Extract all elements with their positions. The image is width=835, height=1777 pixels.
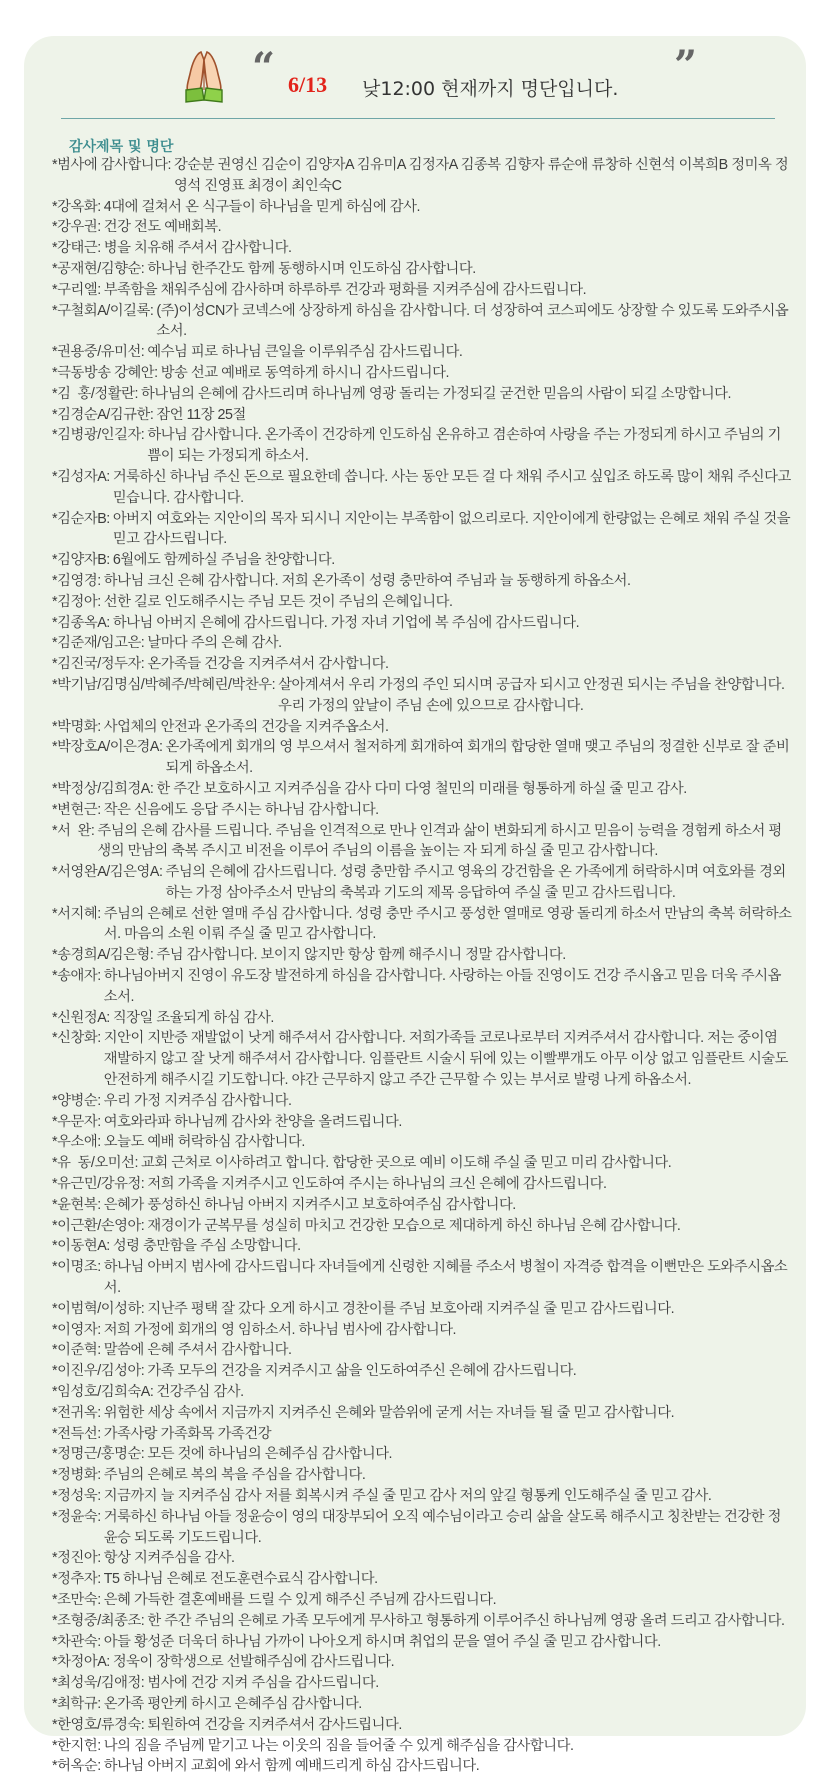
list-item	[52, 1257, 792, 1299]
entry-text: 지안이 지반증 재발없이 낫게 해주셔서 감사합니다. 저희가족들 코로나로부터 지켜주셔서 감사합니다. 저는 중이염 재발하지 않고 잘 낫게 해주셔서 감사합니다. 임플란트 시술시 뒤에 있는 이빨뿌개도 아무 이상 없고 임플란트 시술도 안전하게 해주시길 기도합니다. 야간 근무하지 않고 주간 근무할 수 있는 부서로 발령 나게 하옵소서.	[103, 1030, 789, 1089]
entry-text: 아들 황성준 더욱더 하나님 가까이 나아오게 하시며 취업의 문을 열어 주실 줄 믿고 감사합니다.	[103, 1633, 661, 1650]
entry-name: *조만숙:	[52, 1591, 101, 1608]
entry-name: *최학규:	[52, 1695, 101, 1712]
entry-text: 예수님 피로 하나님 큰일을 이루워주심 감사드립니다.	[147, 344, 463, 361]
entry-name: *한지헌:	[52, 1737, 101, 1754]
list-item	[52, 1174, 792, 1195]
entry-text: 하나님 아버지 범사에 감사드립니다 자녀들에게 신령한 지혜를 주소서 병철이 자격증 합격을 이뻔만은 도와주시옵소서.	[103, 1259, 788, 1297]
list-item	[52, 1153, 792, 1174]
list-item	[52, 1548, 792, 1569]
entry-name: *변현근:	[52, 801, 101, 818]
entry-name: *김양자B:	[52, 552, 110, 569]
entry-name: *김성자A:	[52, 468, 110, 485]
list-item	[52, 467, 792, 509]
entry-name: *공재현/김향순:	[52, 260, 145, 277]
entry-name: *구철회A/이길록:	[52, 302, 154, 319]
entry-name: *신원정A:	[52, 1009, 110, 1026]
entry-text: 부족함을 채워주심에 감사하며 하루하루 건강과 평화를 지켜주심에 감사드립니다.	[103, 281, 587, 298]
entry-text: 병을 치유해 주셔서 감사합니다.	[103, 240, 292, 257]
entry-text: 나의 짐을 주님께 맡기고 나는 이웃의 짐을 들어줄 수 있게 해주심을 감사합니다.	[103, 1737, 574, 1754]
list-item	[52, 1236, 792, 1257]
list-item	[52, 1299, 792, 1320]
list-item	[52, 717, 792, 738]
entry-text: 하나님의 은혜에 감사드리며 하나님께 영광 돌리는 가정되길 굳건한 믿음의 사람이 되길 소망합니다.	[141, 385, 732, 402]
entry-name: *정성욱:	[52, 1488, 101, 1504]
entry-text: 직장일 조율되게 하심 감사.	[112, 1009, 274, 1026]
list-item	[52, 1736, 792, 1757]
list-item	[52, 1216, 792, 1237]
entry-name: *유근민/강유정:	[52, 1176, 145, 1193]
list-item	[52, 1091, 792, 1112]
close-quote: ”	[674, 42, 698, 89]
entry-name: *전귀옥:	[52, 1404, 101, 1421]
list-item	[52, 550, 792, 571]
entry-name: *정병화:	[52, 1467, 101, 1484]
entry-text: 주님의 은혜로 선한 열매 주심 감사합니다. 성령 충만 주시고 풍성한 열매로 영광 돌리게 하소서 만남의 축복 허락하소서. 마음의 소원 이뤄 주실 줄 믿고 감사합니다.	[103, 905, 792, 943]
entry-text: 가족 모두의 건강을 지켜주시고 삶을 인도하여주신 은혜에 감사드립니다.	[147, 1363, 577, 1380]
list-item	[52, 1028, 792, 1090]
list-item	[52, 1320, 792, 1341]
entry-text: 한 주간 주님의 은혜로 가족 모두에게 무사하고 형통하게 이루어주신 하나님께 영광 올려 드리고 감사합니다.	[147, 1612, 785, 1629]
entry-text: 6월에도 함께하실 주님을 찬양합니다.	[112, 552, 335, 569]
list-item	[52, 509, 792, 551]
list-item	[52, 1694, 792, 1715]
entry-text: 하나님 아버지 은혜에 감사드립니다. 가정 자녀 기업에 복 주심에 감사드립니다.	[112, 614, 580, 631]
section-title: 감사제목 및 명단	[69, 139, 174, 155]
entry-name: *박장호A/이은경A:	[52, 739, 163, 756]
list-item	[52, 1340, 792, 1361]
entry-name: *신창화:	[52, 1030, 101, 1047]
list-item	[52, 1403, 792, 1424]
entry-text: 지난주 평택 잘 갔다 오게 하시고 경찬이를 주님 보호아래 지켜주실 줄 믿고 감사드립니다.	[147, 1300, 675, 1317]
entry-text: 지금까지 늘 지켜주심 감사 저를 회복시켜 주실 줄 믿고 감사 저의 앞길 형통케 인도해주실 줄 믿고 감사.	[103, 1488, 712, 1504]
list-item	[52, 571, 792, 592]
list-item	[52, 779, 792, 800]
entry-name: *강태근:	[52, 240, 101, 257]
entry-name: *유 동/오미선:	[52, 1155, 139, 1172]
entry-name: *조형중/최종조:	[52, 1612, 145, 1629]
list-item	[52, 1611, 792, 1632]
entry-name: *정진아:	[52, 1550, 101, 1567]
list-item	[52, 238, 792, 259]
entry-name: *정추자:	[52, 1571, 101, 1588]
entry-name: *서 완:	[52, 822, 95, 839]
entry-name: *정윤숙:	[52, 1508, 101, 1525]
entry-name: *범사에 감사합니다:	[52, 157, 172, 173]
list-item	[52, 821, 792, 863]
page-title: 낮12:00 현재까지 명단입니다.	[362, 78, 619, 100]
entry-text: 말씀에 은혜 주셔서 감사합니다.	[103, 1342, 292, 1359]
entry-name: *송경희A/김은형:	[52, 947, 154, 964]
entry-text: 온가족들 건강을 지켜주셔서 감사합니다.	[147, 656, 389, 673]
list-item	[52, 1444, 792, 1465]
entry-name: *김준재/임고은:	[52, 635, 145, 652]
list-item	[52, 1632, 792, 1653]
list-item	[52, 1361, 792, 1382]
entry-text: 성령 충만함을 주심 소망합니다.	[112, 1238, 301, 1255]
entry-name: *이동현A:	[52, 1238, 110, 1255]
entry-text: 교회 근처로 이사하려고 합니다. 합당한 곳으로 예비 이도해 주실 줄 믿고 미리 감사합니다.	[141, 1155, 672, 1172]
entry-name: *우소애:	[52, 1134, 101, 1151]
list-item	[52, 633, 792, 654]
entry-text: 아버지 여호와는 지안이의 목자 되시니 지안이는 부족함이 없으리로다. 지안이에게 한량없는 은혜로 채워 주실 것을 믿고 감사드립니다.	[112, 510, 791, 548]
list-item	[52, 280, 792, 301]
list-item	[52, 1507, 792, 1549]
entry-name: *이영자:	[52, 1321, 101, 1338]
prayer-card	[24, 36, 806, 1775]
list-item	[52, 259, 792, 280]
list-item	[52, 966, 792, 1008]
entry-text: 주님의 은혜로 복의 복을 주심을 감사합니다.	[103, 1467, 366, 1484]
list-item	[52, 1424, 792, 1445]
list-item	[52, 1652, 792, 1673]
entry-name: *이범혁/이성하:	[52, 1300, 145, 1317]
entry-text: 은혜 가득한 결혼예배를 드릴 수 있게 해주신 주님께 감사드립니다.	[103, 1591, 497, 1608]
entry-text: 건강주심 감사.	[156, 1384, 244, 1401]
entry-text: 저희 가정에 회개의 영 임하소서. 하나님 범사에 감사합니다.	[103, 1321, 457, 1338]
entry-name: *서영완A/김은영A:	[52, 864, 163, 881]
entry-text: 주님의 은혜에 감사드립니다. 성령 충만함 주시고 영육의 강건함을 온 가족에게 허락하시며 여호와를 경외하는 가정 삼아주소서 만남의 축복과 기도의 제목 응답하여 주실 줄 믿고 감사드립니다.	[165, 864, 786, 901]
entry-text: 가족사랑 가족화목 가족건강	[103, 1425, 272, 1442]
list-item	[52, 155, 792, 197]
entry-text: 모든 것에 하나님의 은혜주심 감사합니다.	[147, 1446, 393, 1463]
entry-name: *허옥순:	[52, 1758, 101, 1775]
header	[24, 36, 806, 118]
entry-text: 방송 선교 예배로 동역하게 하시니 감사드립니다.	[160, 364, 450, 381]
divider	[61, 118, 775, 119]
entry-text: 하나님 크신 은혜 감사합니다. 저희 온가족이 성령 충만하여 주님과 늘 동행하게 하옵소서.	[103, 572, 631, 589]
list-item	[52, 1715, 792, 1736]
list-item	[52, 904, 792, 946]
entry-name: *이명조:	[52, 1259, 101, 1276]
entry-name: *차정아A:	[52, 1654, 110, 1671]
list-item	[52, 342, 792, 363]
entry-name: *송애자:	[52, 968, 101, 985]
list-item	[52, 1112, 792, 1133]
entry-text: 하나님아버지 진영이 유도장 발전하게 하심을 감사합니다. 사랑하는 아들 진영이도 건강 주시옵고 믿음 더욱 주시옵소서.	[103, 968, 781, 1005]
list-item	[52, 384, 792, 405]
list-item	[52, 1195, 792, 1216]
entry-name: *박기남/김명심/박혜주/박혜린/박찬우:	[52, 676, 276, 693]
entry-name: *우문자:	[52, 1113, 101, 1130]
date-label: 6/13	[288, 72, 328, 97]
list-item	[52, 1590, 792, 1611]
list-item	[52, 654, 792, 675]
entry-text: 강순분 권영신 김순이 김양자A 김유미A 김정자A 김종복 김향자 류순애 류창하 신현석 이복희B 정미옥 정영석 진영표 최경이 최인숙C	[174, 157, 789, 194]
entry-name: *김 홍/정활란:	[52, 385, 139, 402]
entry-text: 범사에 건강 지켜 주심을 감사드립니다.	[147, 1675, 379, 1692]
entry-text: 온가족에게 회개의 영 부으셔서 철저하게 회개하여 회개의 합당한 열매 맺고 주님의 정결한 신부로 잘 준비되게 하옵소서.	[165, 739, 790, 777]
entry-text: 하나님 감사합니다. 온가족이 건강하게 인도하심 온유하고 겸손하여 사랑을 주는 가정되게 하시고 주님의 기쁨이 되는 가정되게 하소서.	[147, 427, 781, 465]
entry-name: *윤현복:	[52, 1196, 101, 1213]
list-item	[52, 945, 792, 966]
entry-text: 선한 길로 인도해주시는 주님 모든 것이 주님의 은혜입니다.	[103, 593, 453, 610]
entry-name: *김종옥A:	[52, 614, 110, 631]
entry-name: *이준혁:	[52, 1342, 101, 1359]
entry-text: 위험한 세상 속에서 지금까지 지켜주신 은혜와 말씀위에 굳게 서는 자녀들 될 줄 믿고 감사합니다.	[103, 1404, 675, 1421]
entry-name: *극동방송 강혜안:	[52, 364, 158, 381]
list-item	[52, 675, 792, 717]
entry-text: 건강 전도 예배회복.	[103, 219, 222, 236]
list-item	[52, 613, 792, 634]
entry-text: 우리 가정 지켜주심 감사합니다.	[103, 1092, 292, 1109]
entry-text: 하나님 한주간도 함께 동행하시며 인도하심 감사합니다.	[147, 260, 476, 277]
praying-hands-icon	[174, 46, 234, 106]
entry-name: *양병순:	[52, 1092, 101, 1109]
entry-text: 날마다 주의 은혜 감사.	[147, 635, 282, 652]
entry-text: 주님의 은혜 감사를 드립니다. 주님을 인격적으로 만나 인격과 삶이 변화되게 하시고 믿음이 능력을 경험케 하소서 평생의 만남의 축복 주시고 비전을 이루어 주님의 이름을 높이는 자 되게 하실 줄 믿고 감사합니다.	[97, 822, 782, 860]
entry-text: 4대에 걸쳐서 온 식구들이 하나님을 믿게 하심에 감사.	[103, 198, 420, 215]
entry-name: *김진국/정두자:	[52, 656, 145, 673]
list-item	[52, 862, 792, 904]
entry-text: 재경이가 군복무를 성실히 마치고 건강한 모습으로 제대하게 하신 하나님 은혜 감사합니다.	[147, 1217, 681, 1234]
entry-name: *김경순A/김규한:	[52, 406, 154, 423]
entry-name: *한영호/류경숙:	[52, 1716, 145, 1733]
entry-text: 한 주간 보호하시고 지켜주심을 감사 다미 다영 철민의 미래를 형통하게 하실 줄 믿고 감사.	[156, 780, 687, 797]
list-item	[52, 592, 792, 613]
entry-name: *서지혜:	[52, 905, 101, 922]
prayer-list	[52, 155, 792, 1777]
entry-name: *박정상/김희경A:	[52, 780, 154, 797]
list-item	[52, 800, 792, 821]
entry-name: *김순자B:	[52, 510, 110, 527]
list-item	[52, 301, 792, 343]
entry-name: *김병광/인길자:	[52, 427, 145, 444]
entry-name: *구리엘:	[52, 281, 101, 298]
entry-name: *김정아:	[52, 593, 101, 610]
list-item	[52, 217, 792, 238]
entry-name: *이진우/김성아:	[52, 1363, 145, 1380]
entry-text: 온가족 평안케 하시고 은혜주심 감사합니다.	[103, 1695, 362, 1712]
list-item	[52, 405, 792, 426]
entry-text: 은혜가 풍성하신 하나님 아버지 지켜주시고 보호하여주심 감사합니다.	[103, 1196, 516, 1213]
entry-name: *강옥화:	[52, 198, 101, 215]
entry-name: *전득선:	[52, 1425, 101, 1442]
list-item	[52, 1008, 792, 1029]
entry-name: *차관숙:	[52, 1633, 101, 1650]
entry-name: *강우권:	[52, 219, 101, 236]
entry-text: T5 하나님 은혜로 전도훈련수료식 감사합니다.	[103, 1571, 378, 1588]
entry-text: 저희 가족을 지켜주시고 인도하여 주시는 하나님의 크신 은혜에 감사드립니다.	[147, 1176, 607, 1193]
list-item	[52, 1673, 792, 1694]
open-quote: “	[252, 44, 276, 91]
entry-text: 오늘도 예배 허락하심 감사합니다.	[103, 1134, 305, 1151]
entry-name: *최성욱/김애정:	[52, 1675, 145, 1692]
list-item	[52, 1465, 792, 1486]
entry-name: *임성호/김희숙A:	[52, 1384, 154, 1401]
entry-text: 살아계셔서 우리 가정의 주인 되시며 공급자 되시고 안정권 되시는 주님을 찬양합니다. 우리 가정의 앞날이 주님 손에 있으므로 감사합니다.	[278, 676, 785, 714]
entry-text: 하나님 아버지 교회에 와서 함께 예배드리게 하심 감사드립니다.	[103, 1758, 480, 1775]
list-item	[52, 363, 792, 384]
list-item	[52, 425, 792, 467]
list-item	[52, 1486, 792, 1507]
list-item	[52, 1132, 792, 1153]
entry-text: 사업체의 안전과 온가족의 건강을 지켜주옵소서.	[103, 718, 389, 735]
list-item	[52, 737, 792, 779]
entry-text: 항상 지켜주심을 감사.	[103, 1550, 235, 1567]
entry-text: 정욱이 장학생으로 선발해주심에 감사드립니다.	[112, 1654, 395, 1671]
entry-text: (주)이성CN가 코넥스에 상장하게 하심을 감사합니다. 더 성장하여 코스피에도 상장할 수 있도록 도와주시옵소서.	[156, 302, 789, 340]
list-item	[52, 1382, 792, 1403]
entry-text: 잠언 11장 25절	[156, 406, 246, 423]
list-item	[52, 197, 792, 218]
entry-name: *박명화:	[52, 718, 101, 735]
entry-text: 작은 신음에도 응답 주시는 하나님 감사합니다.	[103, 801, 379, 818]
entry-text: 여호와라파 하나님께 감사와 찬양을 올려드립니다.	[103, 1113, 402, 1130]
entry-text: 퇴원하여 건강을 지켜주셔서 감사드립니다.	[147, 1716, 402, 1733]
entry-name: *정명근/홍명순:	[52, 1446, 145, 1463]
entry-text: 주님 감사합니다. 보이지 않지만 항상 함께 해주시니 정말 감사합니다.	[156, 947, 566, 964]
entry-name: *권용중/유미선:	[52, 344, 145, 361]
list-item	[52, 1569, 792, 1590]
entry-name: *김영경:	[52, 572, 101, 589]
entry-name: *이근환/손영아:	[52, 1217, 145, 1234]
list-item	[52, 1756, 792, 1777]
entry-text: 거룩하신 하나님 주신 돈으로 필요한데 씁니다. 사는 동안 모든 걸 다 채워 주시고 싶입조 하도록 많이 채워 주신다고 믿습니다. 감사합니다.	[112, 468, 791, 506]
entry-text: 거룩하신 하나님 아들 정윤승이 영의 대장부되어 오직 예수님이라고 승리 삶을 살도록 해주시고 칭찬받는 건강한 정윤승 되도록 기도드립니다.	[103, 1508, 781, 1546]
